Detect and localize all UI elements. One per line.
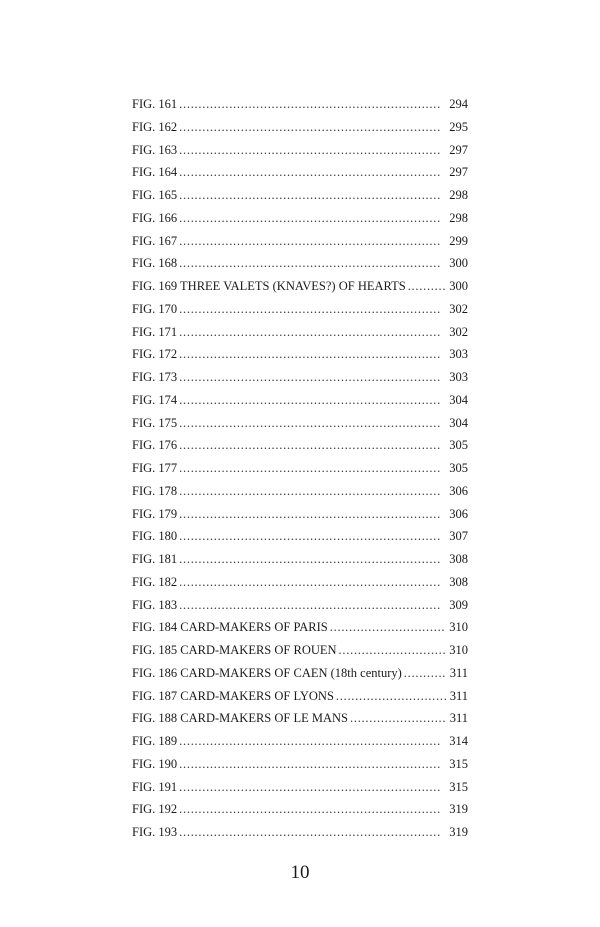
figure-label: FIG. 192 (132, 802, 178, 817)
figure-list-entry (132, 366, 468, 389)
dot-leader (179, 480, 446, 503)
figure-label: FIG. 163 (132, 142, 178, 157)
figure-label: FIG. 168 (132, 256, 178, 271)
figure-page-number: 297 (449, 142, 468, 157)
figure-page-number: 304 (449, 415, 468, 430)
figure-page-number: 294 (449, 97, 468, 111)
figure-list-entry (132, 480, 468, 503)
dot-leader (336, 685, 447, 708)
dot-leader (179, 184, 446, 207)
figure-label: FIG. 174 (132, 392, 178, 407)
figure-label: FIG. 186 CARD-MAKERS OF CAEN (18th century) (132, 665, 402, 680)
dot-leader (179, 343, 446, 366)
figure-page-number: 298 (449, 210, 468, 225)
dot-leader (179, 298, 446, 321)
figure-list-entry (132, 252, 468, 275)
dot-leader (339, 639, 447, 662)
dot-leader (179, 730, 446, 753)
figure-list-entry (132, 184, 468, 207)
figure-page-number: 304 (449, 392, 468, 407)
figure-list-entry (132, 116, 468, 139)
figure-page-number: 295 (449, 119, 468, 134)
dot-leader (179, 753, 446, 776)
figure-label: FIG. 177 (132, 461, 178, 475)
dot-leader (179, 434, 446, 457)
dot-leader (179, 594, 446, 617)
figure-label: FIG. 184 CARD-MAKERS OF PARIS (132, 620, 328, 635)
figure-list-entry (132, 730, 468, 753)
figure-page-number: 298 (449, 188, 468, 202)
figure-list-entry (132, 412, 468, 435)
figure-list-entry (132, 525, 468, 548)
dot-leader (179, 821, 446, 844)
figure-list-entry (132, 707, 468, 730)
figure-label: FIG. 176 (132, 438, 178, 453)
figure-label: FIG. 173 (132, 370, 178, 384)
figure-page-number: 309 (449, 597, 468, 612)
figure-label: FIG. 165 (132, 188, 178, 202)
figure-label: FIG. 162 (132, 119, 178, 134)
figure-list-entry (132, 275, 468, 298)
figure-list-entry (132, 571, 468, 594)
figure-list-entry (132, 639, 468, 662)
figure-list-entry (132, 343, 468, 366)
dot-leader (179, 207, 446, 230)
dot-leader (330, 616, 446, 639)
figure-label: FIG. 169 THREE VALETS (KNAVES?) OF HEARTS (132, 279, 406, 293)
figure-label: FIG. 183 (132, 597, 178, 612)
figure-label: FIG. 188 CARD-MAKERS OF LE MANS (132, 711, 348, 726)
figure-page-number: 297 (449, 165, 468, 180)
figure-label: FIG. 193 (132, 825, 178, 839)
dot-leader (179, 116, 446, 139)
figure-page-number: 300 (449, 279, 468, 293)
figure-page-number: 310 (449, 643, 468, 657)
figure-list-entry (132, 776, 468, 799)
figure-page-number: 302 (449, 324, 468, 339)
figure-page-number: 306 (449, 483, 468, 498)
figure-list-entry (132, 821, 468, 844)
figure-page-number: 311 (449, 688, 468, 703)
dot-leader (179, 798, 446, 821)
figure-label: FIG. 189 (132, 734, 178, 748)
figure-label: FIG. 167 (132, 233, 178, 248)
figure-label: FIG. 161 (132, 97, 178, 111)
figure-page-number: 308 (449, 574, 468, 589)
figure-page-number: 310 (449, 620, 468, 635)
dot-leader (179, 93, 446, 116)
figure-page-number: 319 (449, 802, 468, 817)
figure-list-entry (132, 503, 468, 526)
figure-label: FIG. 175 (132, 415, 178, 430)
dot-leader (179, 161, 446, 184)
figure-list-entry (132, 389, 468, 412)
dot-leader (179, 571, 446, 594)
figure-list-entry (132, 662, 468, 685)
figure-label: FIG. 190 (132, 756, 178, 771)
dot-leader (179, 389, 446, 412)
dot-leader (179, 412, 446, 435)
figure-label: FIG. 164 (132, 165, 178, 180)
dot-leader (179, 457, 446, 480)
figure-label: FIG. 181 (132, 552, 178, 566)
figure-list-entry (132, 207, 468, 230)
figure-page-number: 303 (449, 347, 468, 362)
figure-list-entry (132, 230, 468, 253)
figure-list-entry (132, 798, 468, 821)
figure-list-entry (132, 753, 468, 776)
figure-label: FIG. 172 (132, 347, 178, 362)
figure-label: FIG. 178 (132, 483, 178, 498)
dot-leader (179, 252, 446, 275)
figure-page-number: 315 (449, 756, 468, 771)
dot-leader (179, 548, 446, 571)
figure-page-number: 307 (449, 529, 468, 544)
dot-leader (179, 776, 446, 799)
dot-leader (404, 662, 447, 685)
figure-list (132, 93, 468, 844)
figure-list-entry (132, 321, 468, 344)
figure-list-entry (132, 139, 468, 162)
figure-label: FIG. 180 (132, 529, 178, 544)
figure-page-number: 306 (449, 506, 468, 521)
dot-leader (179, 366, 446, 389)
page-number: 10 (290, 862, 310, 883)
dot-leader (179, 503, 446, 526)
figure-label: FIG. 170 (132, 301, 178, 316)
figure-page-number: 299 (449, 233, 468, 248)
dot-leader (350, 707, 447, 730)
figure-list-entry (132, 548, 468, 571)
figure-page-number: 300 (449, 256, 468, 271)
figure-label: FIG. 191 (132, 779, 178, 794)
figure-list-entry (132, 161, 468, 184)
dot-leader (179, 321, 446, 344)
figure-page-number: 302 (449, 301, 468, 316)
figure-label: FIG. 185 CARD-MAKERS OF ROUEN (132, 643, 337, 657)
dot-leader (179, 139, 446, 162)
figure-list-entry (132, 685, 468, 708)
figure-page-number: 305 (449, 461, 468, 475)
figure-page-number: 303 (449, 370, 468, 384)
figure-list-entry (132, 594, 468, 617)
figure-list-entry (132, 298, 468, 321)
dot-leader (408, 275, 447, 298)
dot-leader (179, 230, 446, 253)
figure-label: FIG. 187 CARD-MAKERS OF LYONS (132, 688, 334, 703)
figure-page-number: 308 (449, 552, 468, 566)
figure-list-entry (132, 93, 468, 116)
figure-page-number: 305 (449, 438, 468, 453)
figure-label: FIG. 166 (132, 210, 178, 225)
figure-page-number: 314 (449, 734, 468, 748)
figure-page-number: 319 (449, 825, 468, 839)
figure-label: FIG. 182 (132, 574, 178, 589)
figure-page-number: 311 (449, 711, 468, 726)
dot-leader (179, 525, 446, 548)
figure-list-entry (132, 434, 468, 457)
figure-list-entry (132, 616, 468, 639)
figure-list-entry (132, 457, 468, 480)
figure-label: FIG. 171 (132, 324, 178, 339)
figure-page-number: 315 (449, 779, 468, 794)
figure-label: FIG. 179 (132, 506, 178, 521)
figure-page-number: 311 (449, 665, 468, 680)
